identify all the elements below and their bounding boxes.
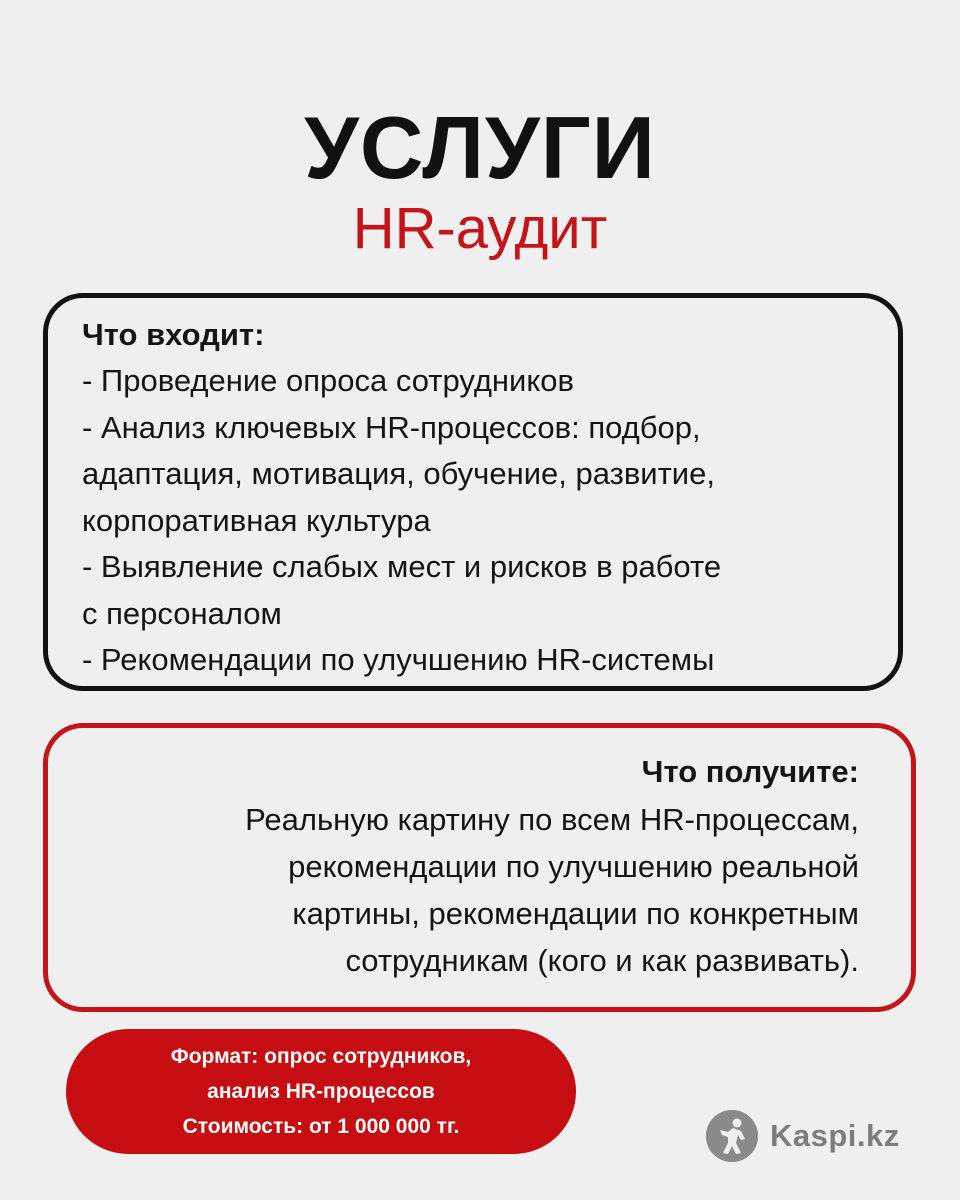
- includes-card: [43, 293, 903, 691]
- offer-price-line: Стоимость: от 1 000 000 тг.: [182, 1115, 460, 1138]
- includes-line: с персоналом: [82, 595, 282, 631]
- includes-line: - Анализ ключевых HR-процессов: подбор,: [82, 409, 701, 445]
- offer-format-line: Формат: опрос сотрудников,: [170, 1045, 472, 1068]
- offer-format-line: анализ HR-процессов: [207, 1080, 435, 1103]
- includes-line: адаптация, мотивация, обучение, развитие,: [82, 456, 715, 491]
- includes-heading: Что входит:: [82, 317, 265, 352]
- page-title: УСЛУГИ: [304, 98, 656, 197]
- kaspi-brand[interactable]: [706, 1108, 900, 1164]
- includes-line: корпоративная культура: [82, 502, 431, 538]
- offer-badge: [66, 1029, 576, 1154]
- result-line: рекомендации по улучшению реальной: [288, 849, 859, 884]
- kaspi-logo-icon: [706, 1110, 758, 1162]
- result-line: сотрудникам (кого и как развивать).: [345, 943, 859, 978]
- result-line: Реальную картину по всем HR-процессам,: [245, 802, 859, 837]
- includes-line: - Выявление слабых мест и рисков в работе: [82, 549, 722, 584]
- result-card: [43, 723, 916, 1012]
- includes-line: - Рекомендации по улучшению HR-системы: [82, 642, 715, 677]
- page-subtitle: HR-аудит: [352, 196, 608, 261]
- result-line: картины, рекомендации по конкретным: [292, 896, 859, 931]
- kaspi-brand-text: Kaspi.kz: [770, 1118, 900, 1153]
- includes-line: - Проведение опроса сотрудников: [82, 363, 574, 398]
- result-heading: Что получите:: [641, 754, 859, 789]
